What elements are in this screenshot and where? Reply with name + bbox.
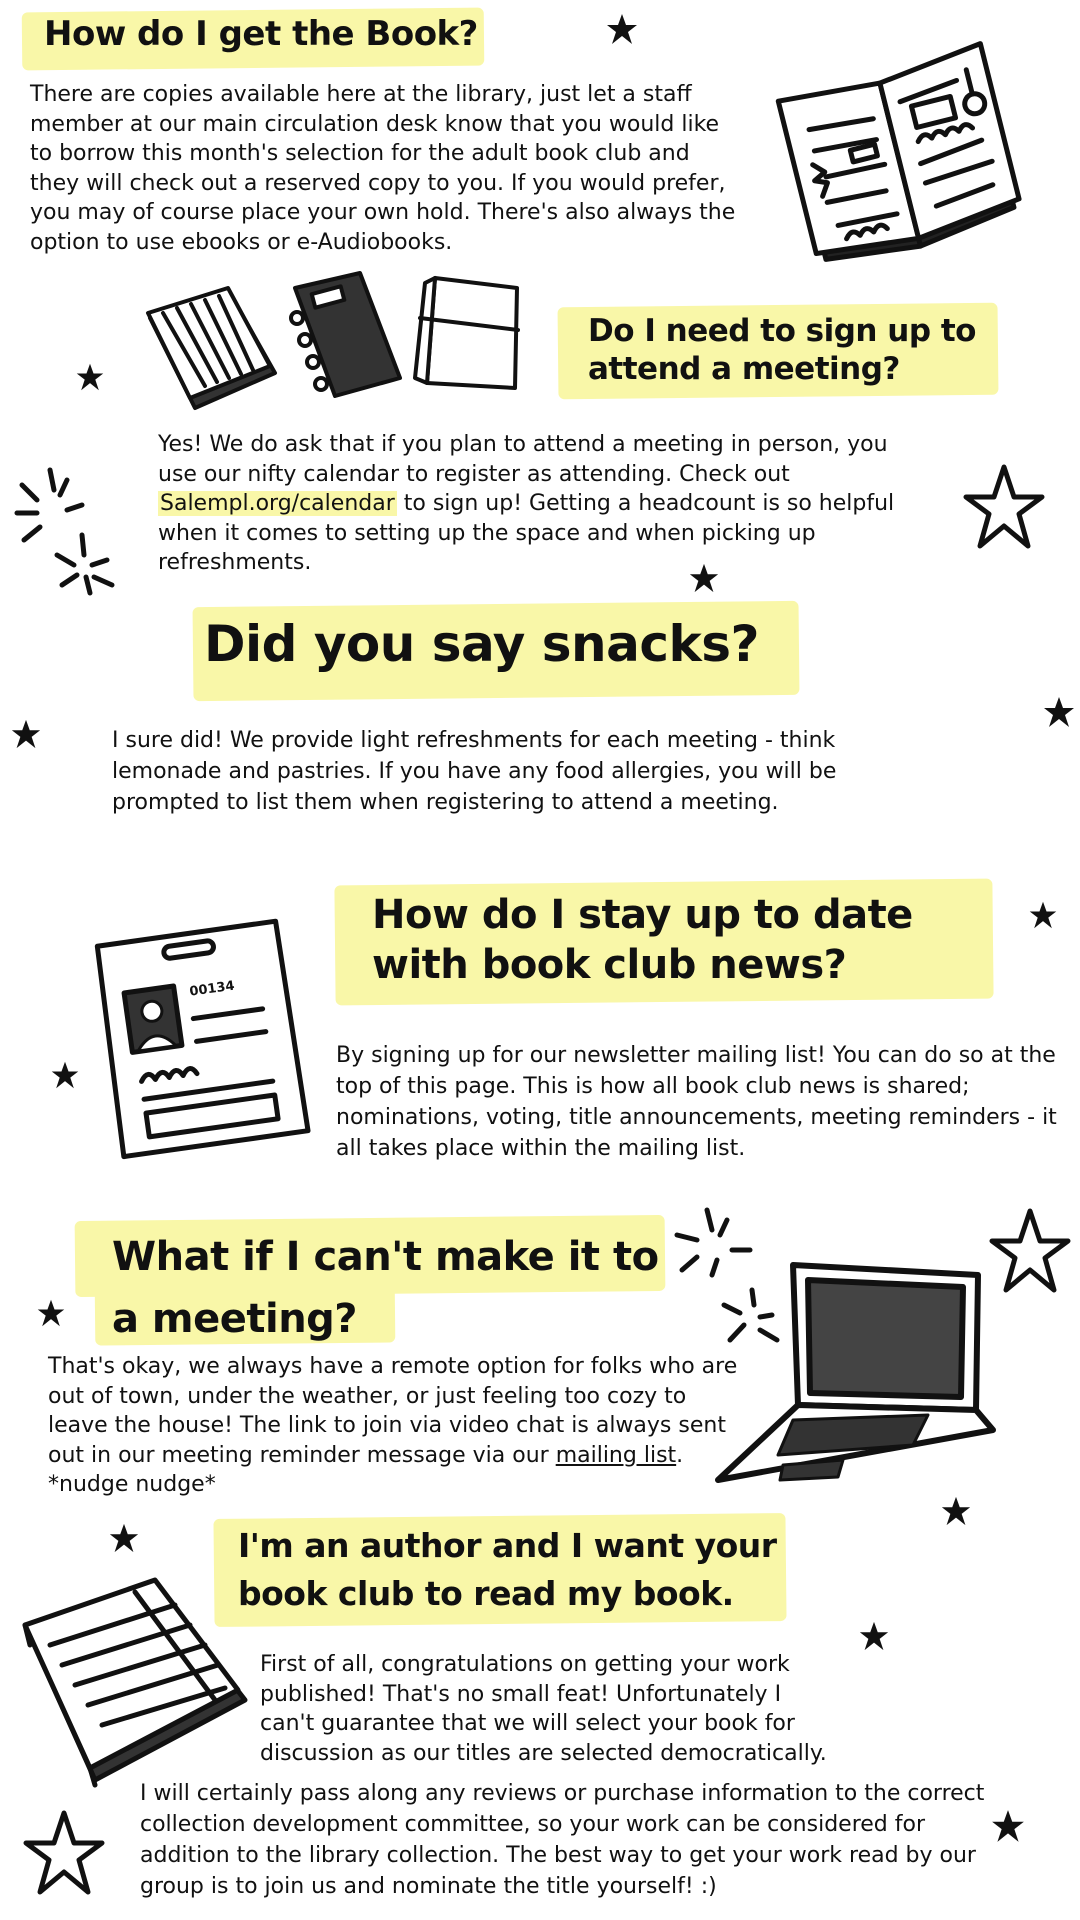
section-heading-get-book: How do I get the Book? — [44, 14, 478, 54]
star-icon — [605, 12, 639, 46]
body-text-part: *nudge nudge* — [48, 1472, 216, 1497]
laptop-icon — [708, 1255, 998, 1495]
star-icon — [990, 1808, 1026, 1844]
id-badge-icon — [96, 912, 316, 1162]
star-icon — [50, 1060, 80, 1090]
heading-line: Do I need to sign up to — [588, 313, 976, 349]
star-icon — [688, 562, 720, 594]
body-text-part: . — [676, 1442, 684, 1468]
section-body-stay-updated: By signing up for our newsletter mailing list! You can do so at the top of this page. This is how all book club news is shared; nominations, voting, title announcements, meeting reminders - it all takes place within the mailing list. — [336, 1043, 1057, 1161]
calendar-link[interactable]: Salempl.org/calendar — [160, 491, 395, 516]
sparkle-icon — [12, 465, 127, 595]
heading-line: I'm an author and I want your — [238, 1526, 777, 1565]
section-body-cant-attend — [48, 1352, 738, 1500]
section-body-sign-up — [158, 430, 928, 578]
badge-number: 00134 — [188, 978, 236, 1000]
heading-line: How do I stay up to date — [372, 892, 913, 938]
star-icon — [940, 1495, 972, 1527]
body-text-part: That's okay, we always have a remote option for folks who are out of town, under the weather, or just feeling too cozy to leave the house! The link to join via video chat is always sent out in our meeting reminder message via our — [48, 1354, 738, 1468]
heading-line: book club to read my book. — [238, 1574, 734, 1613]
star-icon — [36, 1298, 66, 1328]
section-body-author-continued: I will certainly pass along any reviews or purchase information to the correct collection development committee, so your work can be considered for addition to the library collection. The best way to get your work read by our group is to join us and nominate the title yourself! :) — [140, 1781, 985, 1899]
section-heading-snacks: Did you say snacks? — [204, 615, 760, 673]
heading-line: a meeting? — [112, 1296, 357, 1342]
star-icon — [10, 718, 42, 750]
section-heading-author — [238, 1522, 777, 1618]
section-body-snacks: I sure did! We provide light refreshments for each meeting - think lemonade and pastries. If you have any food allergies, you will be prompted to list them when registering to attend a meeting. — [112, 728, 837, 815]
section-body-author: First of all, congratulations on getting your work published! That's no small feat! Unfortunately I can't guarantee that we will select your book for discussion as our titles are selected democratically. — [260, 1652, 827, 1766]
notebooks-icon — [145, 268, 535, 418]
heading-line: What if I can't make it to — [112, 1234, 659, 1280]
star-icon — [988, 1206, 1072, 1296]
section-heading-cant-attend — [112, 1226, 659, 1350]
section-heading-stay-updated — [372, 890, 913, 990]
star-icon — [858, 1620, 890, 1652]
star-icon — [1042, 695, 1076, 729]
star-icon — [1028, 900, 1058, 930]
star-icon — [108, 1522, 140, 1554]
section-heading-sign-up — [588, 312, 976, 388]
star-icon — [962, 462, 1046, 552]
open-book-icon — [770, 18, 1030, 268]
heading-line: with book club news? — [372, 942, 847, 988]
star-icon — [22, 1808, 106, 1898]
body-text-part: to sign up! Getting a headcount is so helpful when it comes to setting up the space and when picking up refreshments. — [158, 491, 895, 575]
paper-stack-icon — [20, 1570, 250, 1800]
section-body-get-book: There are copies available here at the library, just let a staff member at our main circulation desk know that you would like to borrow this month's selection for the adult book club and they will check out a reserved copy to you. If you would prefer, you may of course place your own hold. There's also always the option to use ebooks or e-Audiobooks. — [30, 82, 736, 255]
mailing-list-link[interactable]: mailing list — [555, 1442, 677, 1468]
star-icon — [75, 362, 105, 392]
heading-line: attend a meeting? — [588, 351, 900, 387]
body-text-part: Yes! We do ask that if you plan to attend a meeting in person, you use our nifty calendar to register as attending. Check out — [158, 432, 888, 487]
